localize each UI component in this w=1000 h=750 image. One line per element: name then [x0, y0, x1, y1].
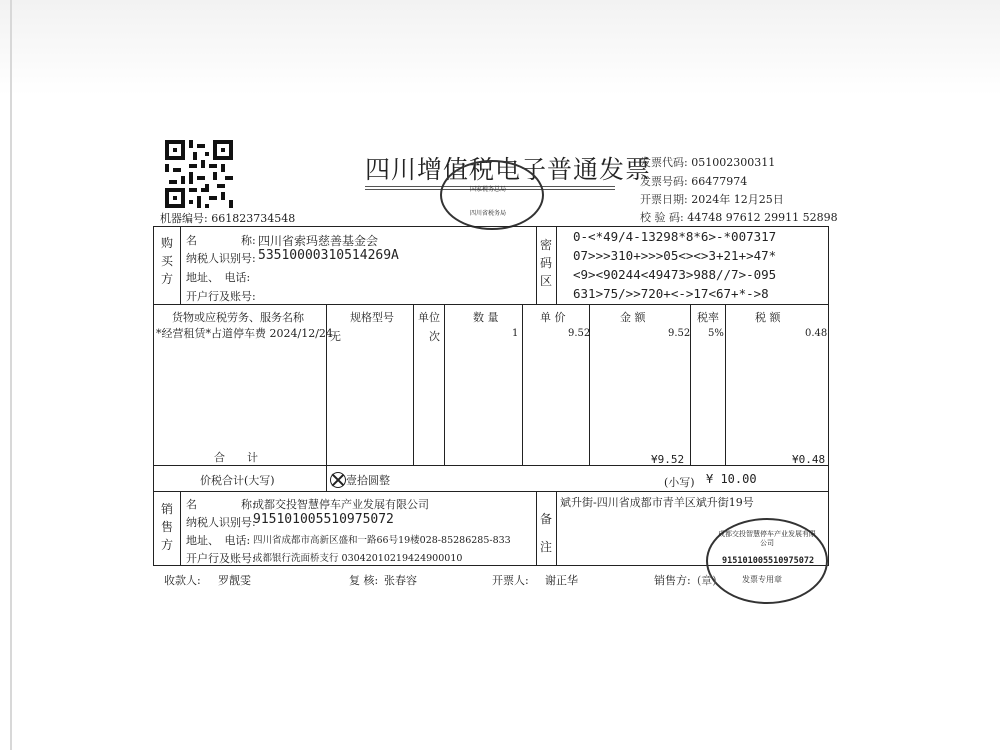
total-uppercase: 壹拾圆整 [346, 474, 390, 487]
remarks-text: 斌升街-四川省成都市青羊区斌升街19号 [560, 496, 754, 509]
rule-buyer-bottom [153, 304, 829, 305]
buyer-tax-id: 53510000310514269A [258, 248, 399, 263]
col-header-rate: 税率 [697, 311, 719, 324]
rule-remark-left [536, 491, 537, 566]
rule-total-split [326, 465, 327, 491]
item-price: 9.52 [568, 328, 591, 339]
col-header-spec: 规格型号 [350, 311, 394, 324]
subtotal-tax: ¥0.48 [792, 453, 826, 466]
item-spec: 无 [330, 330, 341, 343]
total-label: 价税合计(大写) [200, 474, 275, 487]
issue-date-label: 开票日期: [640, 193, 688, 206]
rule-total-bottom [153, 491, 829, 492]
col-header-price: 单 价 [540, 311, 566, 324]
reviewer-label: 复 核: [349, 574, 379, 587]
rule-cipher-left [536, 226, 537, 304]
seller-invoice-stamp [706, 518, 828, 604]
invoice-code-label: 发票代码: [640, 156, 688, 169]
tax-bureau-stamp-top: 国家税务总局 [470, 186, 507, 193]
buyer-tax-id-label: 纳税人识别号: [186, 252, 256, 265]
cipher-line: 0-<*49/4-13298*8*6>-*007317 [573, 229, 777, 244]
seller-tax-id: 915101005510975072 [253, 512, 394, 527]
rule-col-qty [444, 304, 445, 465]
payee-label: 收款人: [164, 574, 201, 587]
tax-bureau-stamp [440, 160, 544, 230]
seller-tax-id-label: 纳税人识别号: [186, 516, 256, 529]
check-code-label: 校 验 码: [640, 211, 684, 224]
check-code-row [640, 209, 838, 225]
invoice-number-row [640, 173, 747, 189]
seller-stamp-arc: 成都交投智慧停车产业发展有限公司 [718, 530, 816, 547]
seller-stamp-id: 915101005510975072 [722, 556, 815, 566]
item-amount: 9.52 [668, 328, 691, 339]
col-header-qty: 数 量 [473, 311, 499, 324]
payee: 罗靓雯 [218, 574, 251, 587]
subtotal-amount: ¥9.52 [651, 453, 685, 466]
col-header-amount: 金 额 [620, 311, 646, 324]
seller-address: 四川省成都市高新区盛和一路66号19楼028-85286285-833 [253, 535, 511, 546]
invoice-number-label: 发票号码: [640, 175, 688, 188]
seller-bank-label: 开户行及账号: [186, 552, 256, 565]
rule-cipher-side [556, 226, 557, 304]
subtotal-label: 合 计 [214, 451, 258, 464]
rule-subtotal-bottom [153, 465, 829, 466]
item-unit: 次 [429, 330, 440, 343]
scan-edge-line [10, 0, 12, 750]
rule-col-unit [413, 304, 414, 465]
tax-bureau-stamp-bottom: 四川省税务局 [470, 210, 507, 217]
seller-stamp-hint: (章) [697, 574, 717, 587]
rule-remark-side [556, 491, 557, 566]
cipher-line: 631>75/>>720+<->17<67+*->8 [573, 286, 769, 301]
cipher-line: <9><90244<49473>988//7>-095 [573, 267, 777, 282]
rule-col-tax [725, 304, 726, 465]
total-small-label: (小写) [664, 476, 695, 489]
buyer-bank-label: 开户行及账号: [186, 290, 256, 303]
col-header-name: 货物或应税劳务、服务名称 [172, 311, 304, 324]
reviewer: 张春容 [384, 574, 417, 587]
drawer: 谢正华 [545, 574, 578, 587]
rule-seller-side [180, 491, 181, 566]
machine-number-row [160, 210, 295, 226]
col-header-tax: 税 额 [755, 311, 781, 324]
scan-top-band [0, 0, 1000, 95]
item-tax: 0.48 [805, 328, 828, 339]
invoice-number: 66477974 [691, 175, 748, 188]
item-rate: 5% [708, 328, 724, 339]
rule-buyer-side [180, 226, 181, 304]
qr-code [165, 140, 233, 208]
seller-stamp-bottom: 发票专用章 [742, 575, 782, 584]
seller-name: 成都交投智慧停车产业发展有限公司 [253, 498, 429, 511]
machine-number-label: 机器编号: [160, 212, 208, 225]
invoice-title: 四川增值税电子普通发票 [365, 155, 652, 184]
buyer-side-label: 购买方 [160, 236, 173, 286]
col-header-unit: 单位 [418, 311, 440, 324]
buyer-name: 四川省索玛慈善基金会 [258, 234, 379, 248]
drawer-label: 开票人: [492, 574, 529, 587]
check-code: 44748 97612 29911 52898 [687, 211, 838, 224]
item-name: *经营租赁*占道停车费 2024/12/24 [156, 327, 333, 340]
item-qty: 1 [512, 328, 519, 339]
seller-name-label: 名 称: [186, 498, 256, 511]
seller-bank: 成都银行洗面桥支行 03042010219424900010 [253, 553, 463, 564]
buyer-address-label: 地址、 电话: [186, 271, 251, 284]
remarks-side-label: 备注 [539, 512, 552, 554]
seller-side-label: 销售方 [160, 502, 173, 552]
cipher-side-label: 密码区 [539, 238, 552, 288]
issue-date: 2024年 12月25日 [691, 193, 784, 206]
issue-date-row [640, 191, 784, 207]
seller-stamp-label: 销售方: [654, 574, 691, 587]
cross-circle-icon [330, 472, 346, 488]
seller-address-label: 地址、 电话: [186, 534, 251, 547]
invoice-code: 051002300311 [691, 156, 776, 169]
cipher-line: 07>>>310+>>>05<><>3+21+>47* [573, 248, 777, 263]
buyer-name-label: 名 称: [186, 234, 256, 247]
invoice-code-row [640, 154, 775, 170]
rule-col-price [522, 304, 523, 465]
total-small-value: ¥ 10.00 [706, 472, 757, 486]
machine-number: 661823734548 [211, 212, 296, 225]
